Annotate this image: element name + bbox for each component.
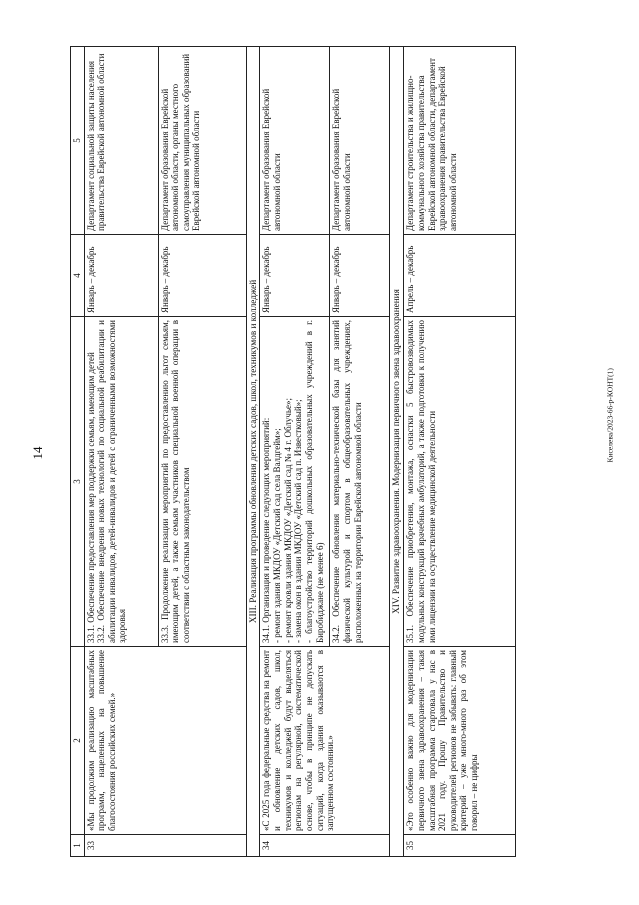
message-quote: «С 2025 года федеральные средства на ремонт и обновление детских садов, школ, техникумов и колледжей будут выделяться регионам на регулярной, систематической основе, чтобы в принципе не допускать ситуаций, когда здания оказываются в запущенном состоянии.» <box>260 647 390 835</box>
section-title: XIII. Реализация программы обновления детских садов, школ, техникумов и колледжей <box>246 47 260 857</box>
message-quote: «Мы продолжим реализацию масштабных программ, нацеленных на повышение благосостояния российских семей.» <box>84 647 246 835</box>
plan-table-rotated <box>70 47 620 857</box>
measure-item: 34.2. Обеспечение обновления материально-технической базы для занятий физической культурой и спортом в общеобразовательных учреждениях, расположенных на территории Еврейской автономной области <box>330 317 390 647</box>
period: Январь – декабрь <box>260 235 330 317</box>
measure-item: 33.1. Обеспечение предоставления мер поддержки семьям, имеющим детей <box>85 352 96 643</box>
measure-item: 33.2. Обеспечение внедрения новых технологий по социальной реабилитации и абилитации инвалидов, детей-инвалидов и детей с ограниченными возможностями здоровья <box>96 320 128 643</box>
list-item: - благоустройство территорий дошкольных образовательных учреждений в г. Биробиджане (не менее 6) <box>303 320 325 643</box>
header-col-2: 2 <box>71 647 85 835</box>
document-footer-code: Киселева/2023-66-р-КОНТ(1) <box>605 368 615 463</box>
responsible: Департамент социальной защиты населения правительства Еврейской автономной области <box>84 47 158 235</box>
list-item: - ремонт кровли здания МКДОУ «Детский сад № 4 г. Облучье»; <box>282 398 293 643</box>
row-number: 35 <box>404 835 516 857</box>
section-row <box>246 47 260 857</box>
responsible: Департамент образования Еврейской автономной области, органы местного самоуправления муниципальных образований Еврейской автономной области <box>158 47 246 235</box>
responsible: Департамент образования Еврейской автономной области <box>260 47 330 235</box>
measure-text <box>260 317 330 647</box>
period: Январь – декабрь <box>330 235 390 317</box>
header-col-5: 5 <box>71 47 85 235</box>
table-row <box>260 47 330 857</box>
header-row <box>71 47 85 857</box>
section-row <box>390 47 404 857</box>
list-item: - замена окон в здании МКДОУ «Детский сад п. Известковый»; <box>293 399 304 643</box>
message-quote: «Это особенно важно для модернизации первичного звена здравоохранения – такая масштабная программа стартовала у нас в 2021 году. Прошу Правительство и руководителей регионов не забывать: главный критерий – уже много-много раз об этом говорил – не цифры <box>404 647 516 835</box>
period: Апрель – декабрь <box>404 235 516 317</box>
measure-item: 35.1. Обеспечение приобретения, монтажа, оснастки 5 быстровозводимых модульных конструкций врачебных амбулаторий, а также подготовки к получению ими лицензии на осуществление медицинской деятельности <box>404 317 516 647</box>
header-col-3: 3 <box>71 317 85 647</box>
page-number: 14 <box>30 446 45 460</box>
section-title: XIV. Развитие здравоохранения. Модернизация первичного звена здравоохранения <box>390 47 404 857</box>
responsible: Департамент образования Еврейской автономной области <box>330 47 390 235</box>
measure-item: 33.3. Продолжение реализации мероприятий по предоставлению льгот семьям, имеющим детей, а также семьям участников специальной военной операции в соответствии с областным законодательством <box>158 317 246 647</box>
row-number: 33 <box>84 835 246 857</box>
plan-table <box>70 46 516 857</box>
measure-item: 34.1. Организация и проведение следующих мероприятий: <box>261 417 272 643</box>
period: Январь – декабрь <box>84 235 158 317</box>
period: Январь – декабрь <box>158 235 246 317</box>
table-row <box>404 47 516 857</box>
list-item: - ремонт здания МКДОУ «Детский сад села Валдгейм»; <box>272 428 283 643</box>
header-col-4: 4 <box>71 235 85 317</box>
table-row <box>84 47 158 857</box>
row-number: 34 <box>260 835 390 857</box>
header-col-1: 1 <box>71 835 85 857</box>
measure-text <box>84 317 158 647</box>
responsible: Департамент строительства и жилищно-коммунального хозяйства правительства Еврейской автономной области, департамент здравоохранения правительства Еврейской автономной области <box>404 47 516 235</box>
